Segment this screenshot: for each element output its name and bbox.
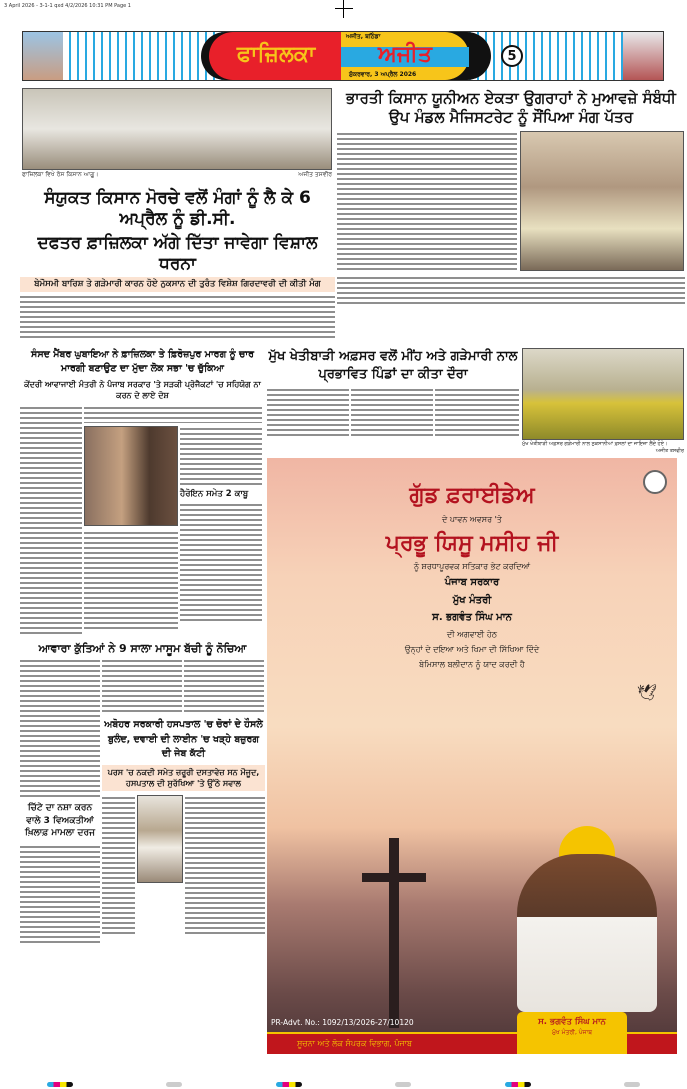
article-body <box>84 530 178 630</box>
dogs-headline: ਆਵਾਰਾ ਕੁੱਤਿਆਂ ਨੇ 9 ਸਾਲਾ ਮਾਸੂਮ ਬੱਚੀ ਨੂੰ ਨੋਚਿਆ <box>38 641 247 655</box>
page-number: 5 <box>501 45 523 67</box>
ad-line4: ਮੁੱਖ ਮੰਤਰੀ <box>452 594 492 606</box>
cm-name: ਸ. ਭਗਵੰਤ ਸਿੰਘ ਮਾਨ <box>538 1017 606 1028</box>
edition-name: ਫਾਜ਼ਿਲਕਾ <box>236 42 316 67</box>
article-body <box>20 405 82 635</box>
cross-image <box>389 838 399 1028</box>
pr-advt-number: PR-Advt. No.: 1092/13/2026-27/10120 <box>271 1018 414 1028</box>
article-body <box>102 795 135 935</box>
gray-swatch <box>395 1082 411 1087</box>
main-story <box>20 188 335 340</box>
article-body <box>180 502 262 622</box>
main-headline-line2: ਦਫਤਰ ਫ਼ਾਜ਼ਿਲਕਾ ਅੱਗੇ ਦਿੱਤਾ ਜਾਵੇਗਾ ਵਿਸ਼ਾਲ ਧਰਨਾ <box>37 232 318 274</box>
main-headline-line1: ਸੰਯੁਕਤ ਕਿਸਾਨ ਮੋਰਚੇ ਵਲੋਂ ਮੰਗਾਂ ਨੂੰ ਲੈ ਕੇ 6 ਅਪ੍ਰੈਲ ਨੂੰ ਡੀ.ਸੀ. <box>44 188 311 230</box>
masthead-logo <box>201 32 491 80</box>
color-swatch <box>47 1082 73 1087</box>
gray-swatch <box>166 1082 182 1087</box>
color-swatch <box>505 1082 531 1087</box>
article-body <box>20 844 100 944</box>
article-body <box>435 387 519 439</box>
photo-credit: ਅਜੀਤ ਤਸਵੀਰ <box>655 448 684 455</box>
photo-credit: ਅਜੀਤ ਤਸਵੀਰ <box>298 171 332 178</box>
article-body <box>267 387 349 439</box>
ad-line8: ਬੇਮਿਸਾਲ ਬਲੀਦਾਨ ਨੂੰ ਯਾਦ ਕਰਦੀ ਹੈ <box>419 659 525 669</box>
drug-headline: ਚਿੱਟੇ ਦਾ ਨਸ਼ਾ ਕਰਨ ਵਾਲੇ 3 ਵਿਅਕਤੀਆਂ ਖ਼ਿਲਾਫ਼ ਮਾਮਲਾ ਦਰਜ <box>25 803 95 839</box>
clock-tower-image <box>23 32 63 80</box>
article-body <box>20 294 335 340</box>
victim-photo <box>137 795 183 883</box>
bird-icon: 🕊 <box>637 683 658 703</box>
ad-line2: ਨੂੰ ਸ਼ਰਧਾਪੂਰਵਕ ਸਤਿਕਾਰ ਭੇਟ ਕਰਦਿਆਂ <box>413 562 531 572</box>
paper-name: ਅਜੀਤ <box>378 42 432 67</box>
gray-swatch <box>624 1082 640 1087</box>
date: ਸ਼ੁੱਕਰਵਾਰ, 3 ਅਪ੍ਰੈਲ 2026 <box>349 71 417 78</box>
article-body <box>84 405 262 423</box>
ad-title: ਗੁੱਡ ਫ਼ਰਾਈਡੇਅ <box>409 483 535 509</box>
mp-subhead: ਕੇਂਦਰੀ ਆਵਾਜਾਈ ਮੰਤਰੀ ਨੇ ਪੰਜਾਬ ਸਰਕਾਰ 'ਤੇ ਸੜਕੀ ਪ੍ਰੋਜੈਕਟਾਂ 'ਚ ਸਹਿਯੋਗ ਨਾ ਕਰਨ ਦੇ ਲਾਏ ਦੋਸ਼ <box>24 380 261 401</box>
article-body <box>102 658 182 714</box>
farmers-group-photo <box>22 88 332 170</box>
color-registration-bar <box>0 1080 687 1088</box>
heroin-headline: ਹੈਰੋਇਨ ਸਮੇਤ 2 ਕਾਬੂ <box>180 488 249 499</box>
tagline: ਅਜੀਤ, ਬਠਿੰਡਾ <box>346 33 381 40</box>
right-column <box>267 348 685 1055</box>
top-photo-block <box>22 88 332 179</box>
mp-parliament-photo <box>84 426 178 526</box>
main-subhead: ਬੇਮੌਸਮੀ ਬਾਰਿਸ਼ ਤੇ ਗੜੇਮਾਰੀ ਕਾਰਨ ਹੋਏ ਨੁਕਸਾਨ ਦੀ ਤੁਰੰਤ ਵਿਸ਼ੇਸ਼ ਗਿਰਦਾਵਰੀ ਦੀ ਕੀਤੀ ਮੰਗ <box>20 277 335 292</box>
article-body <box>20 658 100 798</box>
photo-caption: ਫਾਜ਼ਿਲਕਾ ਵਿਖੇ ਰੋਸ ਕਿਸਾਨ ਆਗੂ। <box>22 171 99 178</box>
color-swatch <box>276 1082 302 1087</box>
ad-line5: ਸ. ਭਗਵੰਤ ਸਿੰਘ ਮਾਨ <box>432 612 512 624</box>
punjab-govt-emblem <box>643 470 667 494</box>
article-body <box>351 387 433 439</box>
article-body <box>184 658 264 714</box>
ad-line1: ਦੇ ਪਾਵਨ ਅਵਸਰ 'ਤੇ <box>442 514 502 524</box>
article-body <box>180 426 262 486</box>
masthead <box>22 31 664 81</box>
hospital-subhead: ਪਰਸ 'ਚ ਨਕਦੀ ਸਮੇਤ ਜ਼ਰੂਰੀ ਦਸਤਾਵੇਜ਼ ਸਨ ਮੌਜੂਦ, ਹਸਪਤਾਲ ਦੀ ਸੁਰੱਖਿਆ 'ਤੇ ਉੱਠੇ ਸਵਾਲ <box>102 765 265 791</box>
photo-caption: ਮੁੱਖ ਖੇਤੀਬਾੜੀ ਅਫ਼ਸਰ ਗੜੇਮਾਰੀ ਨਾਲ ਨੁਕਸਾਨੀਆਂ ਫ਼ਸਲਾਂ ਦਾ ਜਾਇਜ਼ਾ ਲੈਂਦੇ ਹੋਏ। <box>522 440 668 447</box>
left-column <box>20 348 265 1055</box>
hospital-headline: ਅਬੋਹਰ ਸਰਕਾਰੀ ਹਸਪਤਾਲ 'ਚ ਚੋਰਾਂ ਦੇ ਹੌਸਲੇ ਬੁਲੰਦ, ਦਵਾਈ ਦੀ ਲਾਈਨ 'ਚ ਖੜ੍ਹੇ ਬਜ਼ੁਰਗ ਦੀ ਜੇਬ ਕੱਟੀ <box>104 719 263 759</box>
ad-text-block <box>307 482 637 670</box>
cm-title: ਮੁੱਖ ਮੰਤਰੀ, ਪੰਜਾਬ <box>551 1029 593 1037</box>
agri-headline: ਮੁੱਖ ਖੇਤੀਬਾੜੀ ਅਫ਼ਸਰ ਵਲੋਂ ਮੀਂਹ ਅਤੇ ਗੜੇਮਾਰੀ ਨਾਲ ਪ੍ਰਭਾਵਿਤ ਪਿੰਡਾਂ ਦਾ ਕੀਤਾ ਦੌਰਾ <box>268 348 518 382</box>
bku-headline: ਭਾਰਤੀ ਕਿਸਾਨ ਯੂਨੀਅਨ ਏਕਤਾ ਉਗਰਾਹਾਂ ਨੇ ਮੁਆਵਜ਼ੇ ਸੰਬੰਧੀ ਉਪ ਮੰਡਲ ਮੈਜਿਸਟਰੇਟ ਨੂੰ ਸੌਂਪਿਆ ਮੰਗ ਪੱਤਰ <box>346 89 676 126</box>
department-name: ਸੂਚਨਾ ਅਤੇ ਲੋਕ ਸੰਪਰਕ ਵਿਭਾਗ, ਪੰਜਾਬ <box>297 1039 413 1049</box>
ad-line6: ਦੀ ਅਗਵਾਈ ਹੇਠ <box>446 629 498 639</box>
mp-headline: ਸੰਸਦ ਮੈਂਬਰ ਘੁਬਾਇਆ ਨੇ ਫ਼ਾਜ਼ਿਲਕਾ ਤੇ ਫ਼ਿਰੋਜ਼ਪੁਰ ਮਾਰਗ ਨੂੰ ਚਾਰ ਮਾਰਗੀ ਬਣਾਉਣ ਦਾ ਮੁੱਦਾ ਲੋਕ ਸਭਾ 'ਚ ਚੁੱਕਿਆ <box>31 348 254 374</box>
monument-image <box>623 32 663 80</box>
cm-name-badge <box>517 1012 627 1054</box>
lower-page <box>20 188 685 1054</box>
agri-field-photo <box>522 348 684 440</box>
chief-minister-photo <box>517 854 657 1012</box>
registration-mark <box>343 0 344 18</box>
ad-line3: ਪੰਜਾਬ ਸਰਕਾਰ <box>444 577 500 589</box>
article-body <box>185 795 265 935</box>
ad-line7: ਉਨ੍ਹਾਂ ਦੇ ਦਇਆ ਅਤੇ ਖਿਮਾ ਦੀ ਸਿੱਖਿਆ ਦਿੰਦੇ <box>404 644 540 654</box>
registration-mark <box>335 8 353 9</box>
ad-name: ਪ੍ਰਭੂ ਯਿਸੂ ਮਸੀਹ ਜੀ <box>385 530 559 556</box>
good-friday-advertisement <box>267 458 677 1054</box>
print-slug: 3 April 2026 - 3-1-1 qxd 4/2/2026 10:31 PM Page 1 <box>4 3 131 9</box>
